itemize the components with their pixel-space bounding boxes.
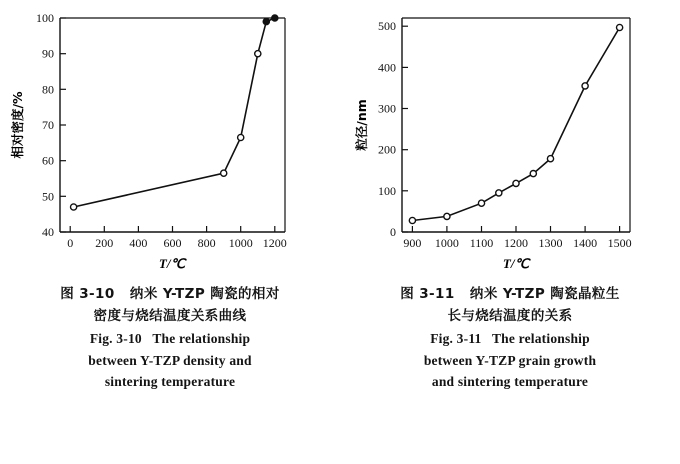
- caption-en-line: Fig. 3-11 The relationship: [430, 330, 590, 346]
- data-point: [238, 134, 244, 140]
- y-tick-label: 90: [42, 46, 54, 61]
- data-point: [272, 15, 278, 21]
- figure-3-11: [340, 0, 680, 464]
- y-tick-label: 200: [378, 142, 396, 157]
- chart-3-11: [340, 0, 680, 280]
- y-tick-label: 0: [390, 225, 396, 239]
- y-tick-label: 60: [42, 153, 54, 168]
- data-point: [496, 190, 502, 196]
- data-point: [255, 51, 261, 57]
- axes-3-10: [60, 18, 285, 232]
- caption-3-10: [0, 284, 340, 393]
- y-tick-label: 40: [42, 225, 54, 239]
- caption-cn-line: 图 3-10 纳米 Y-TZP 陶瓷的相对: [60, 286, 280, 302]
- caption-cn-line: 密度与烧结温度关系曲线: [93, 307, 247, 324]
- caption-en-line: between Y-TZP density and: [88, 352, 252, 368]
- data-point: [617, 24, 623, 30]
- x-tick-label: 600: [163, 236, 182, 250]
- data-series-3-11: [409, 24, 622, 223]
- data-point: [530, 171, 536, 177]
- data-point: [409, 217, 415, 223]
- data-point: [263, 19, 269, 25]
- chart-3-10: [0, 0, 340, 280]
- x-tick-label: 400: [129, 236, 148, 250]
- y-tick-label: 80: [42, 82, 54, 97]
- x-tick-label: 800: [197, 236, 216, 250]
- x-axis-title: T/℃: [158, 256, 186, 271]
- x-tick-label: 1300: [538, 236, 563, 250]
- x-tick-label: 1500: [607, 236, 632, 250]
- x-tick-label: 200: [95, 236, 114, 250]
- x-tick-label: 0: [67, 236, 74, 250]
- data-point: [582, 83, 588, 89]
- x-axis-title: T/℃: [502, 256, 530, 271]
- y-tick-label: 500: [378, 19, 396, 34]
- y-axis-title: 相对密度/%: [10, 91, 25, 159]
- data-point: [513, 180, 519, 186]
- x-tick-label: 1100: [469, 236, 494, 250]
- data-series-3-10: [71, 15, 278, 210]
- x-tick-label: 1000: [228, 236, 253, 250]
- y-axis-ticks-3-10: [36, 11, 66, 239]
- caption-en-line: and sintering temperature: [431, 374, 589, 390]
- y-tick-label: 50: [42, 189, 54, 204]
- caption-en-line: between Y-TZP grain growth: [423, 352, 597, 368]
- x-tick-label: 900: [403, 236, 422, 250]
- data-point: [71, 204, 77, 210]
- caption-en-line: sintering temperature: [104, 374, 236, 390]
- plot-area-3-10: [0, 0, 340, 280]
- caption-cn-line: 长与烧结温度的关系: [447, 307, 573, 324]
- x-axis-ticks-3-10: [67, 226, 287, 250]
- y-axis-title: 粒径/nm: [354, 99, 369, 151]
- plot-area-3-11: [340, 0, 680, 280]
- x-tick-label: 1400: [573, 236, 598, 250]
- x-tick-label: 1000: [434, 236, 459, 250]
- y-tick-label: 70: [42, 118, 54, 132]
- data-point: [444, 213, 450, 219]
- caption-en-line: Fig. 3-10 The relationship: [89, 330, 251, 346]
- y-tick-label: 100: [36, 11, 54, 25]
- x-tick-label: 1200: [262, 236, 287, 250]
- data-point: [221, 170, 227, 176]
- axes-3-11: [402, 18, 630, 232]
- x-tick-label: 1200: [504, 236, 528, 250]
- data-point: [547, 156, 553, 162]
- caption-cn-line: 图 3-11 纳米 Y-TZP 陶瓷晶粒生: [400, 286, 620, 302]
- y-axis-ticks-3-11: [378, 19, 408, 239]
- caption-3-11: [340, 284, 680, 393]
- y-tick-label: 300: [378, 101, 396, 116]
- x-axis-ticks-3-11: [403, 226, 631, 250]
- y-tick-label: 100: [378, 183, 396, 198]
- y-tick-label: 400: [378, 60, 396, 75]
- data-point: [478, 200, 484, 206]
